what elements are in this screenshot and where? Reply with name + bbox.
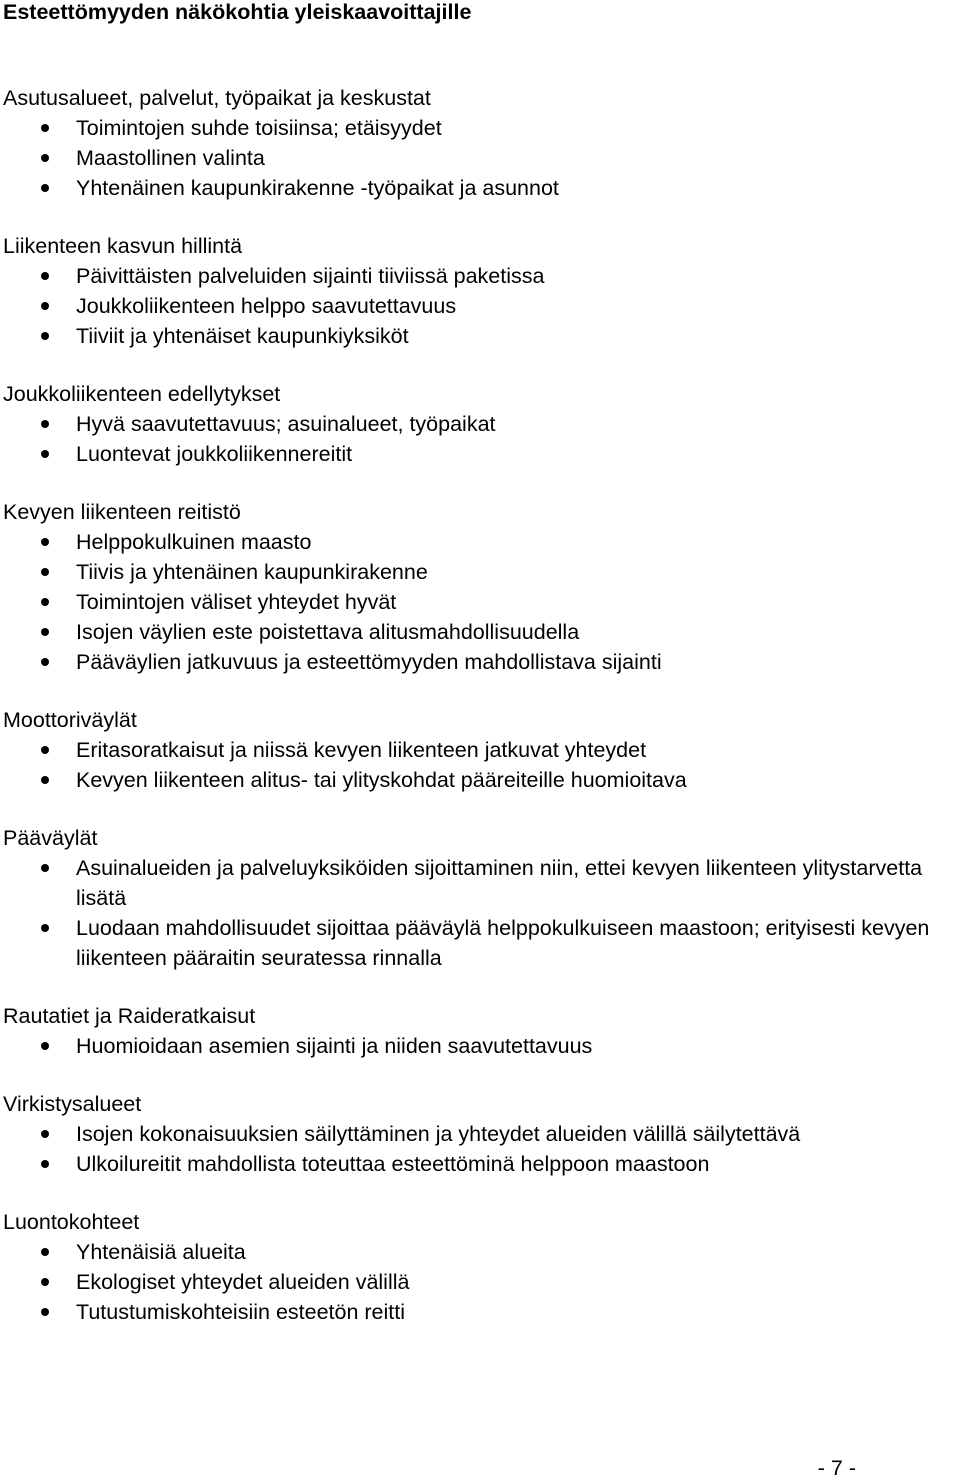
list-item [3, 1119, 950, 1149]
bullet-icon [41, 272, 49, 280]
section [3, 83, 953, 203]
bullet-icon [41, 746, 49, 754]
list-item [3, 913, 950, 973]
list-item-text: Helppokulkuinen maasto [76, 530, 312, 554]
page-number: - 7 - [817, 1456, 856, 1480]
bullet-icon [41, 1160, 49, 1168]
list-item-text: Toimintojen väliset yhteydet hyvät [76, 590, 397, 614]
section [3, 379, 953, 469]
bullet-icon [41, 332, 49, 340]
section [3, 823, 953, 973]
bullet-icon [41, 1308, 49, 1316]
section [3, 1001, 953, 1061]
section [3, 231, 953, 351]
section-heading: Rautatiet ja Raideratkaisut [3, 1004, 256, 1028]
bullet-icon [41, 568, 49, 576]
list-item [3, 143, 950, 173]
bullet-icon [41, 302, 49, 310]
list-item [3, 587, 950, 617]
document-body [3, 83, 953, 1355]
list-item-text: Hyvä saavutettavuus; asuinalueet, työpaikat [76, 412, 496, 436]
list-item-text: Toimintojen suhde toisiinsa; etäisyydet [76, 116, 442, 140]
list-item [3, 173, 950, 203]
bullet-icon [41, 154, 49, 162]
bullet-icon [41, 124, 49, 132]
list-item-text: Isojen väylien este poistettava alitusmahdollisuudella [76, 620, 580, 644]
bullet-list [3, 409, 953, 469]
list-item-text: Eritasoratkaisut ja niissä kevyen liikenteen jatkuvat yhteydet [76, 738, 647, 762]
list-item-text: Yhtenäisiä alueita [76, 1240, 246, 1264]
list-item [3, 1297, 950, 1327]
list-item-text: Tiivis ja yhtenäinen kaupunkirakenne [76, 560, 428, 584]
bullet-list [3, 735, 953, 795]
bullet-icon [41, 450, 49, 458]
bullet-icon [41, 538, 49, 546]
list-item [3, 557, 950, 587]
bullet-icon [41, 628, 49, 636]
list-item-text: Yhtenäinen kaupunkirakenne -työpaikat ja asunnot [76, 176, 559, 200]
list-item-text: Luodaan mahdollisuudet sijoittaa pääväylä helppokulkuiseen maastoon; erityisesti kevyen liikenteen pääraitin seuratessa rinnalla [76, 916, 930, 970]
section-heading: Luontokohteet [3, 1210, 140, 1234]
list-item [3, 113, 950, 143]
bullet-icon [41, 1248, 49, 1256]
list-item [3, 261, 950, 291]
list-item [3, 1149, 950, 1179]
section-heading: Virkistysalueet [3, 1092, 142, 1116]
bullet-icon [41, 420, 49, 428]
bullet-icon [41, 924, 49, 932]
bullet-list [3, 527, 953, 677]
bullet-icon [41, 1130, 49, 1138]
list-item-text: Päivittäisten palveluiden sijainti tiiviissä paketissa [76, 264, 545, 288]
bullet-list [3, 1237, 953, 1327]
list-item [3, 527, 950, 557]
list-item [3, 853, 950, 913]
list-item [3, 617, 950, 647]
list-item-text: Tiiviit ja yhtenäiset kaupunkiyksiköt [76, 324, 409, 348]
section-heading: Asutusalueet, palvelut, työpaikat ja keskustat [3, 86, 431, 110]
bullet-icon [41, 1042, 49, 1050]
list-item-text: Huomioidaan asemien sijainti ja niiden saavutettavuus [76, 1034, 593, 1058]
list-item [3, 1267, 950, 1297]
bullet-icon [41, 776, 49, 784]
bullet-icon [41, 1278, 49, 1286]
list-item [3, 647, 950, 677]
list-item-text: Joukkoliikenteen helppo saavutettavuus [76, 294, 457, 318]
section [3, 705, 953, 795]
list-item [3, 409, 950, 439]
section-heading: Moottoriväylät [3, 708, 137, 732]
list-item [3, 291, 950, 321]
list-item [3, 1031, 950, 1061]
bullet-icon [41, 598, 49, 606]
section [3, 1207, 953, 1327]
list-item [3, 321, 950, 351]
bullet-list [3, 261, 953, 351]
section-heading: Joukkoliikenteen edellytykset [3, 382, 281, 406]
bullet-list [3, 1031, 953, 1061]
list-item-text: Kevyen liikenteen alitus- tai ylityskohdat pääreiteille huomioitava [76, 768, 687, 792]
page-title: Esteettömyyden näkökohtia yleiskaavoittajille [3, 0, 472, 24]
section [3, 497, 953, 677]
list-item-text: Asuinalueiden ja palveluyksiköiden sijoittaminen niin, ettei kevyen liikenteen ylitystarvetta lisätä [76, 856, 923, 910]
section-heading: Kevyen liikenteen reitistö [3, 500, 241, 524]
bullet-icon [41, 658, 49, 666]
bullet-list [3, 113, 953, 203]
list-item-text: Maastollinen valinta [76, 146, 265, 170]
list-item-text: Ekologiset yhteydet alueiden välillä [76, 1270, 410, 1294]
list-item [3, 1237, 950, 1267]
section [3, 1089, 953, 1179]
list-item-text: Tutustumiskohteisiin esteetön reitti [76, 1300, 406, 1324]
list-item [3, 735, 950, 765]
section-heading: Pääväylät [3, 826, 98, 850]
bullet-icon [41, 184, 49, 192]
list-item-text: Ulkoilureitit mahdollista toteuttaa esteettöminä helppoon maastoon [76, 1152, 710, 1176]
list-item-text: Isojen kokonaisuuksien säilyttäminen ja yhteydet alueiden välillä säilytettävä [76, 1122, 801, 1146]
bullet-list [3, 1119, 953, 1179]
list-item-text: Pääväylien jatkuvuus ja esteettömyyden mahdollistava sijainti [76, 650, 662, 674]
bullet-icon [41, 864, 49, 872]
list-item-text: Luontevat joukkoliikennereitit [76, 442, 353, 466]
list-item [3, 439, 950, 469]
section-heading: Liikenteen kasvun hillintä [3, 234, 243, 258]
bullet-list [3, 853, 953, 973]
list-item [3, 765, 950, 795]
